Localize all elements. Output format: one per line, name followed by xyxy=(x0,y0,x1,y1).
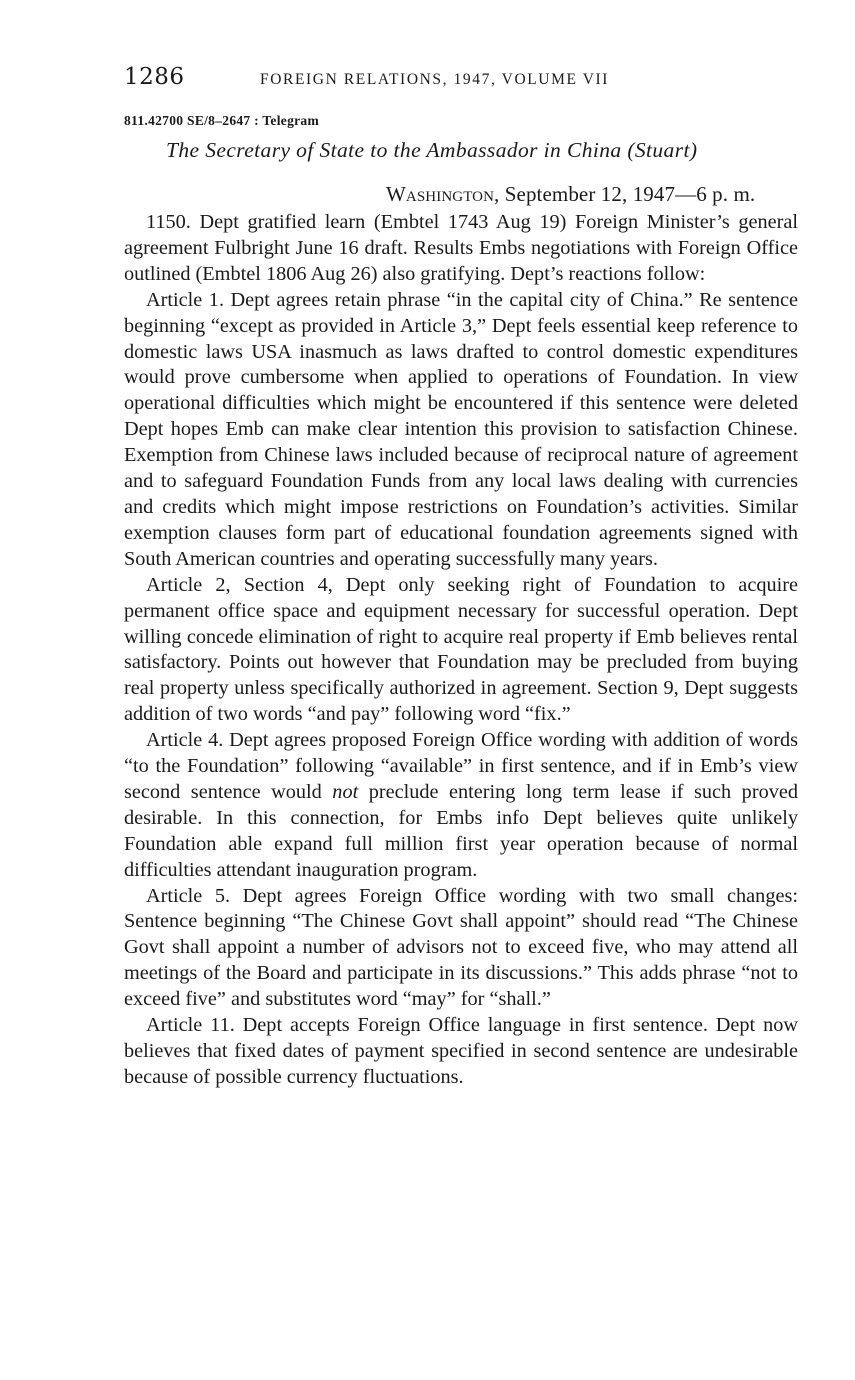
running-head: FOREIGN RELATIONS, 1947, VOLUME VII xyxy=(260,71,610,88)
dateline-date: , September 12, 1947—6 p. m. xyxy=(494,182,756,206)
page-number: 1286 xyxy=(124,64,185,90)
dateline-place: Washington xyxy=(386,182,495,206)
body-paragraph: 1150. Dept gratified learn (Embtel 1743 Aug 19) Foreign Minister’s general agreement Fulbright June 16 draft. Results Embs negotiations with Foreign Office outlined (Embtel 1806 Aug 26) also gratifying. Dept’s reactions follow: xyxy=(124,211,798,285)
file-reference: 811.42700 SE/8–2647 : Telegram xyxy=(124,113,320,128)
document-title: The Secretary of State to the Ambassador in China (Stuart) xyxy=(166,138,698,162)
body-paragraph: Article 1. Dept agrees retain phrase “in the capital city of China.” Re sentence beginning “except as provided in Article 3,” Dept feels essential keep reference to domestic laws USA inasmuch as laws drafted to control domestic expenditures would prove cumbersome when applied to operations of Foundation. In view operational difficulties which might be encountered if this sentence were deleted Dept hopes Emb can make clear intention this provision to satisfaction Chinese. Exemption from Chinese laws included because of reciprocal nature of agreement and to safeguard Foundation Funds from any local laws dealing with currencies and credits which might impose restrictions on Foundation’s activities. Similar exemption clauses form part of educational foundation agreements signed with South American countries and operating successfully many years. xyxy=(124,288,798,570)
body-paragraph: Article 11. Dept accepts Foreign Office language in first sentence. Dept now believes that fixed dates of payment specified in second sentence are undesirable because of possible currency fluctuations. xyxy=(124,1014,798,1088)
telegram-body xyxy=(124,210,798,1091)
emphasis: not xyxy=(332,780,359,803)
page-header xyxy=(124,64,800,94)
body-paragraph: Article 4. Dept agrees proposed Foreign Office wording with addition of words “to the Foundation” following “available” in first sentence, and if in Emb’s view second sentence would not preclude entering long term lease if such proved desirable. In this connection, for Embs info Dept believes quite unlikely Foundation able expand full million first year operation because of normal difficulties attendant inauguration program. xyxy=(124,729,798,881)
body-paragraph: Article 5. Dept agrees Foreign Office wording with two small changes: Sentence beginning “The Chinese Govt shall appoint” should read “The Chinese Govt shall appoint a number of advisors not to exceed five, who may attend all meetings of the Board and participate in its discussions.” This adds phrase “not to exceed five” and substitutes word “may” for “shall.” xyxy=(124,884,798,1011)
dateline xyxy=(386,182,755,207)
body-paragraph: Article 2, Section 4, Dept only seeking right of Foundation to acquire permanent office space and equipment necessary for successful operation. Dept willing concede elimination of right to acquire real property if Emb believes rental satisfactory. Points out however that Foundation may be precluded from buying real property unless specifically authorized in agreement. Section 9, Dept suggests addition of two words “and pay” following word “fix.” xyxy=(124,573,798,726)
